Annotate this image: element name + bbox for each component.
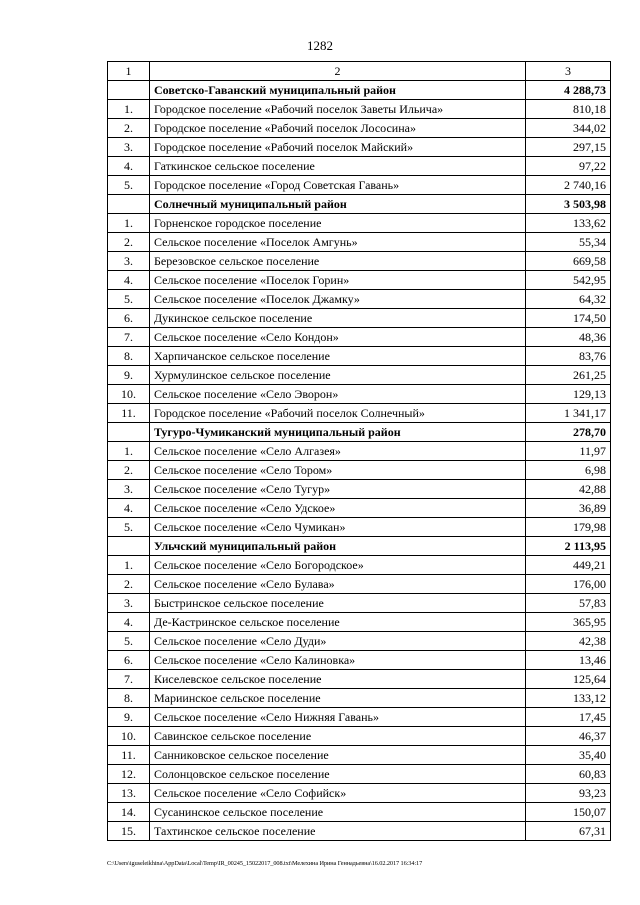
amount-cell: 1 341,17 [526,404,611,423]
settlement-name-cell: Сельское поселение «Село Тором» [150,461,526,480]
row-number-cell: 5. [108,290,150,309]
row-number-cell: 12. [108,765,150,784]
row-number-cell: 5. [108,632,150,651]
row-number-cell: 11. [108,746,150,765]
district-name-cell: Советско-Гаванский муниципальный район [150,81,526,100]
amount-cell: 42,38 [526,632,611,651]
row-number-cell: 9. [108,708,150,727]
row-number-cell: 1. [108,556,150,575]
table-row [108,575,611,594]
settlement-name-cell: Сельское поселение «Село Тугур» [150,480,526,499]
table-row [108,309,611,328]
page-number: 1282 [307,38,333,53]
settlement-name-cell: Сельское поселение «Поселок Амгунь» [150,233,526,252]
settlement-name-cell: Сельское поселение «Поселок Горин» [150,271,526,290]
settlement-name-cell: Харпичанское сельское поселение [150,347,526,366]
district-row [108,423,611,442]
header-cell-number: 1 [108,62,150,81]
settlement-name-cell: Санниковское сельское поселение [150,746,526,765]
row-number-cell: 7. [108,328,150,347]
table-row [108,214,611,233]
district-name-cell: Ульчский муниципальный район [150,537,526,556]
row-number-cell: 7. [108,670,150,689]
row-number-cell: 1. [108,100,150,119]
row-number-cell: 2. [108,119,150,138]
settlement-name-cell: Городское поселение «Рабочий поселок Майский» [150,138,526,157]
settlement-name-cell: Мариинское сельское поселение [150,689,526,708]
amount-cell: 93,23 [526,784,611,803]
row-number-cell: 10. [108,385,150,404]
settlement-name-cell: Сельское поселение «Село Дуди» [150,632,526,651]
table-row [108,727,611,746]
row-number-cell: 13. [108,784,150,803]
table-row [108,518,611,537]
amount-cell: 297,15 [526,138,611,157]
table-row [108,138,611,157]
table-row [108,157,611,176]
table-row [108,594,611,613]
district-name-cell: Тугуро-Чумиканский муниципальный район [150,423,526,442]
amount-cell: 179,98 [526,518,611,537]
row-number-cell: 11. [108,404,150,423]
settlement-name-cell: Сельское поселение «Село Булава» [150,575,526,594]
table-row [108,252,611,271]
settlement-name-cell: Сельское поселение «Село Алгазея» [150,442,526,461]
table-row [108,176,611,195]
row-number-cell: 3. [108,252,150,271]
table-row [108,328,611,347]
row-number-cell: 1. [108,214,150,233]
row-number-cell: 3. [108,138,150,157]
district-name-cell: Солнечный муниципальный район [150,195,526,214]
settlement-name-cell: Городское поселение «Рабочий поселок Солнечный» [150,404,526,423]
table-row [108,366,611,385]
settlement-name-cell: Быстринское сельское поселение [150,594,526,613]
amount-cell: 64,32 [526,290,611,309]
table-row [108,385,611,404]
table-row [108,100,611,119]
row-number-cell: 3. [108,480,150,499]
row-number-cell: 6. [108,651,150,670]
settlement-name-cell: Сельское поселение «Село Калиновка» [150,651,526,670]
table-row [108,708,611,727]
amount-cell: 48,36 [526,328,611,347]
amount-cell: 46,37 [526,727,611,746]
table-row [108,271,611,290]
row-number-cell: 4. [108,499,150,518]
row-number-cell: 4. [108,613,150,632]
amount-cell: 11,97 [526,442,611,461]
table-row [108,651,611,670]
header-row [108,62,611,81]
amount-cell: 55,34 [526,233,611,252]
row-number-cell: 5. [108,518,150,537]
district-total-cell: 3 503,98 [526,195,611,214]
table-row [108,746,611,765]
row-number-cell: 2. [108,233,150,252]
row-number-cell: 9. [108,366,150,385]
row-number-cell: 6. [108,309,150,328]
header-cell-name: 2 [150,62,526,81]
footer-file-path: C:\Users\iguseleikhina\AppData\Local\Temp\IR_00245_15022017_008.txt\Мелехина Ирина Геннадьевна\16.02.2017 16:34:17 [107,860,423,867]
amount-cell: 36,89 [526,499,611,518]
row-number-cell: 3. [108,594,150,613]
row-number-cell: 15. [108,822,150,841]
table-row [108,461,611,480]
amount-cell: 42,88 [526,480,611,499]
settlement-name-cell: Сельское поселение «Село Удское» [150,499,526,518]
amount-cell: 344,02 [526,119,611,138]
settlement-name-cell: Сельское поселение «Село Кондон» [150,328,526,347]
settlement-name-cell: Де-Кастринское сельское поселение [150,613,526,632]
settlement-name-cell: Городское поселение «Город Советская Гавань» [150,176,526,195]
settlement-name-cell: Дукинское сельское поселение [150,309,526,328]
district-total-cell: 2 113,95 [526,537,611,556]
settlement-name-cell: Хурмулинское сельское поселение [150,366,526,385]
amount-cell: 133,62 [526,214,611,233]
row-number-cell: 2. [108,461,150,480]
amount-cell: 2 740,16 [526,176,611,195]
table-row [108,499,611,518]
district-row [108,81,611,100]
amount-cell: 67,31 [526,822,611,841]
settlement-name-cell: Сельское поселение «Село Софийск» [150,784,526,803]
amount-cell: 83,76 [526,347,611,366]
amount-cell: 150,07 [526,803,611,822]
row-number-cell [108,195,150,214]
row-number-cell [108,423,150,442]
table-row [108,822,611,841]
amount-cell: 365,95 [526,613,611,632]
amount-cell: 261,25 [526,366,611,385]
table-row [108,803,611,822]
amount-cell: 6,98 [526,461,611,480]
table-row [108,670,611,689]
table-row [108,480,611,499]
amount-cell: 133,12 [526,689,611,708]
settlement-name-cell: Сельское поселение «Поселок Джамку» [150,290,526,309]
settlement-name-cell: Сусанинское сельское поселение [150,803,526,822]
amount-cell: 125,64 [526,670,611,689]
row-number-cell [108,81,150,100]
amount-cell: 60,83 [526,765,611,784]
amount-cell: 13,46 [526,651,611,670]
row-number-cell [108,537,150,556]
row-number-cell: 14. [108,803,150,822]
settlement-name-cell: Сельское поселение «Село Нижняя Гавань» [150,708,526,727]
table-row [108,233,611,252]
settlement-name-cell: Киселевское сельское поселение [150,670,526,689]
amount-cell: 669,58 [526,252,611,271]
table-row [108,784,611,803]
table-row [108,765,611,784]
row-number-cell: 5. [108,176,150,195]
settlement-name-cell: Савинское сельское поселение [150,727,526,746]
amount-cell: 97,22 [526,157,611,176]
amount-cell: 35,40 [526,746,611,765]
district-total-cell: 4 288,73 [526,81,611,100]
allocation-table [107,61,611,841]
row-number-cell: 4. [108,271,150,290]
settlement-name-cell: Сельское поселение «Село Богородское» [150,556,526,575]
settlement-name-cell: Тахтинское сельское поселение [150,822,526,841]
table-body [108,62,611,841]
settlement-name-cell: Горненское городское поселение [150,214,526,233]
row-number-cell: 8. [108,347,150,366]
settlement-name-cell: Сельское поселение «Село Эворон» [150,385,526,404]
table-row [108,119,611,138]
amount-cell: 810,18 [526,100,611,119]
amount-cell: 449,21 [526,556,611,575]
amount-cell: 174,50 [526,309,611,328]
table-row [108,404,611,423]
district-row [108,195,611,214]
table-row [108,689,611,708]
amount-cell: 57,83 [526,594,611,613]
row-number-cell: 1. [108,442,150,461]
amount-cell: 17,45 [526,708,611,727]
table-row [108,290,611,309]
settlement-name-cell: Сельское поселение «Село Чумикан» [150,518,526,537]
row-number-cell: 4. [108,157,150,176]
settlement-name-cell: Городское поселение «Рабочий поселок Заветы Ильича» [150,100,526,119]
table-row [108,613,611,632]
settlement-name-cell: Солонцовское сельское поселение [150,765,526,784]
table-row [108,442,611,461]
row-number-cell: 10. [108,727,150,746]
header-cell-value: 3 [526,62,611,81]
amount-cell: 176,00 [526,575,611,594]
settlement-name-cell: Гаткинское сельское поселение [150,157,526,176]
settlement-name-cell: Городское поселение «Рабочий поселок Лососина» [150,119,526,138]
settlement-name-cell: Березовское сельское поселение [150,252,526,271]
table-row [108,556,611,575]
table-row [108,632,611,651]
district-total-cell: 278,70 [526,423,611,442]
row-number-cell: 8. [108,689,150,708]
amount-cell: 129,13 [526,385,611,404]
amount-cell: 542,95 [526,271,611,290]
table-row [108,347,611,366]
district-row [108,537,611,556]
row-number-cell: 2. [108,575,150,594]
